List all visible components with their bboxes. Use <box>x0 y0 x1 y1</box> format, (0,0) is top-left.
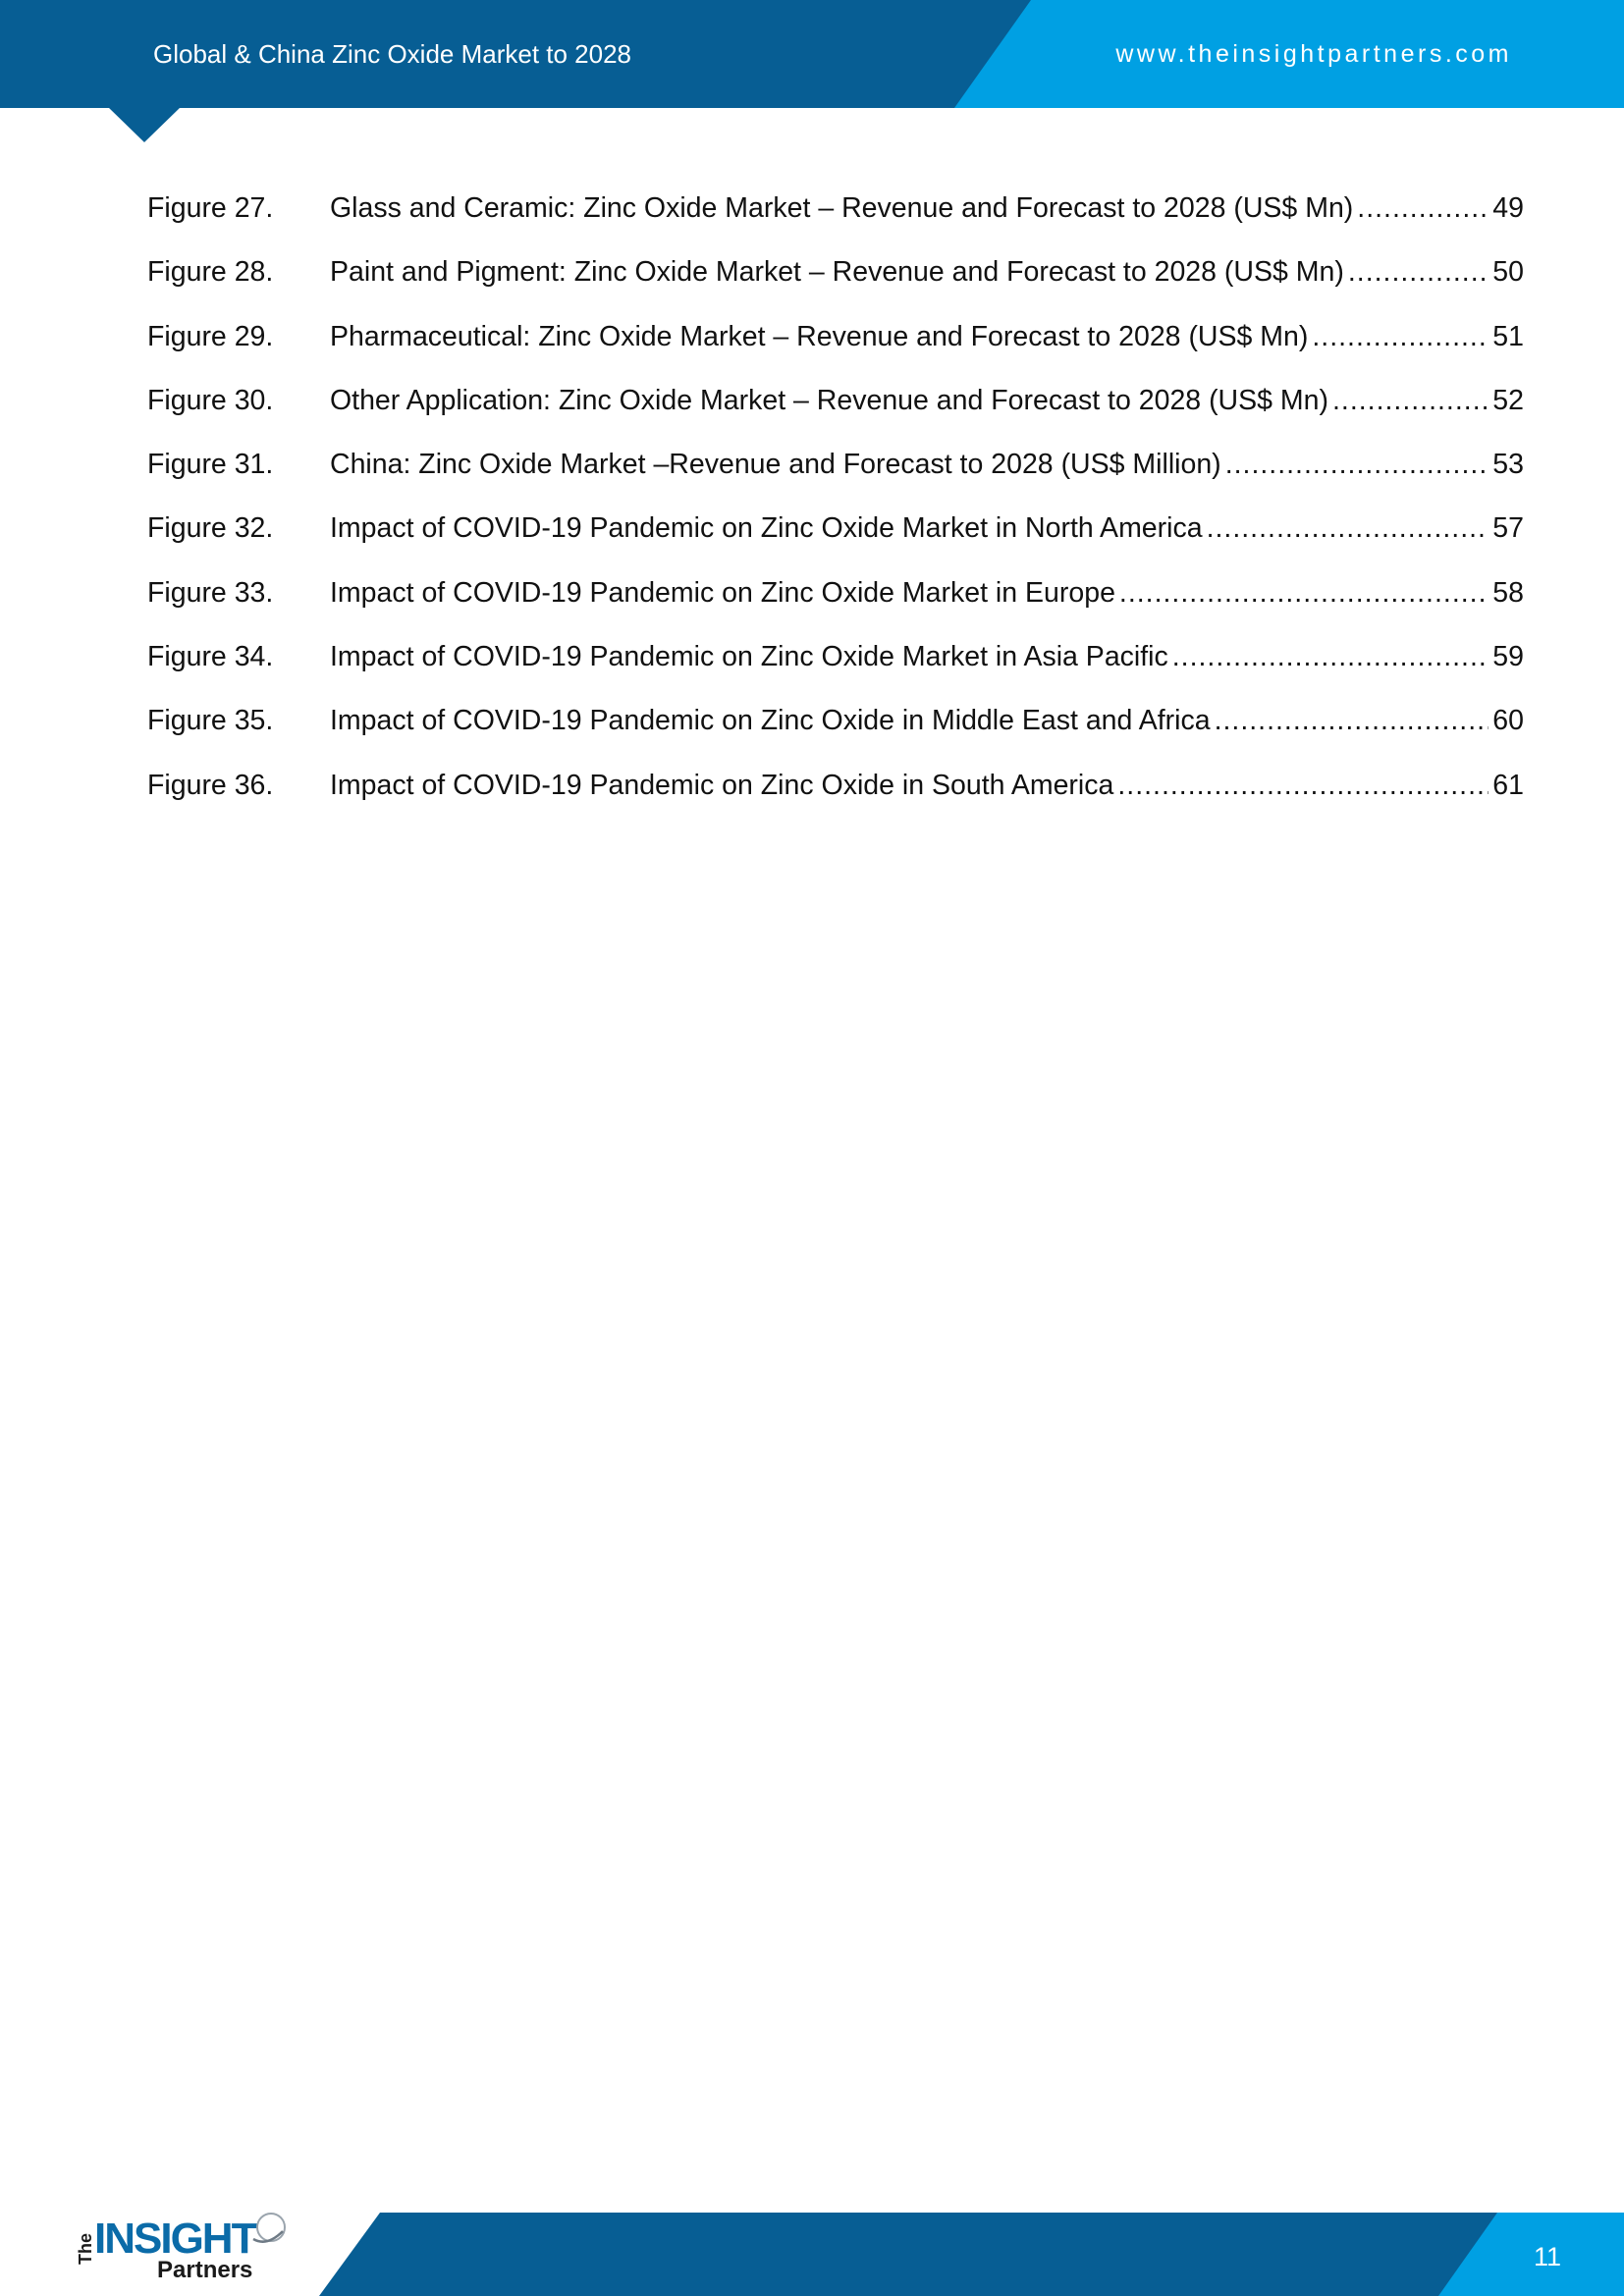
figure-page: 49 <box>1492 192 1524 224</box>
footer-bar <box>319 2213 1624 2296</box>
logo-partners-text: Partners <box>157 2257 253 2283</box>
dot-leader <box>1119 577 1489 610</box>
toc-entry[interactable] <box>147 641 1524 705</box>
figure-page: 57 <box>1492 512 1524 545</box>
dot-leader <box>1348 256 1489 289</box>
toc-entry[interactable] <box>147 512 1524 576</box>
dot-leader <box>1215 705 1489 737</box>
figure-number: Figure 35. <box>147 705 274 737</box>
dot-leader <box>1117 770 1489 802</box>
logo-insight-text: INSIGHT <box>94 2215 256 2263</box>
figure-number: Figure 34. <box>147 641 274 673</box>
figure-title: Pharmaceutical: Zinc Oxide Market – Revenue and Forecast to 2028 (US$ Mn) <box>330 320 1309 352</box>
figure-title: Impact of COVID-19 Pandemic on Zinc Oxide Market in Asia Pacific <box>330 641 1168 673</box>
dot-leader <box>1332 385 1489 417</box>
figure-title: China: Zinc Oxide Market –Revenue and Forecast to 2028 (US$ Million) <box>330 449 1221 481</box>
toc-entry[interactable] <box>147 321 1524 385</box>
figure-number: Figure 32. <box>147 512 274 545</box>
toc-entry[interactable] <box>147 705 1524 769</box>
figure-number: Figure 36. <box>147 769 274 801</box>
figure-page: 61 <box>1492 769 1524 801</box>
logo-swoosh-icon <box>249 2210 291 2249</box>
figure-page: 59 <box>1492 641 1524 673</box>
toc-entry[interactable] <box>147 770 1524 833</box>
figure-number: Figure 33. <box>147 576 274 609</box>
figure-number: Figure 27. <box>147 192 274 224</box>
insight-partners-logo <box>75 2204 287 2292</box>
figure-number: Figure 29. <box>147 320 274 352</box>
figure-title: Paint and Pigment: Zinc Oxide Market – Revenue and Forecast to 2028 (US$ Mn) <box>330 256 1344 289</box>
toc-entry[interactable] <box>147 385 1524 449</box>
dot-leader <box>1207 512 1489 545</box>
toc-entry[interactable] <box>147 449 1524 512</box>
figure-title: Impact of COVID-19 Pandemic on Zinc Oxide in Middle East and Africa <box>330 705 1211 737</box>
figure-title: Glass and Ceramic: Zinc Oxide Market – Revenue and Forecast to 2028 (US$ Mn) <box>330 192 1354 224</box>
dot-leader <box>1312 321 1489 353</box>
figure-number: Figure 30. <box>147 384 274 416</box>
figure-page: 58 <box>1492 576 1524 609</box>
report-title: Global & China Zinc Oxide Market to 2028 <box>153 39 632 69</box>
logo-the-text: The <box>76 2232 95 2265</box>
figure-title: Impact of COVID-19 Pandemic on Zinc Oxide in South America <box>330 769 1114 801</box>
header-notch <box>108 107 181 142</box>
toc-entry[interactable] <box>147 577 1524 641</box>
list-of-figures <box>147 192 1524 833</box>
figure-number: Figure 28. <box>147 256 274 289</box>
figure-page: 60 <box>1492 705 1524 737</box>
dot-leader <box>1357 192 1489 225</box>
page-number: 11 <box>1534 2242 1562 2271</box>
toc-entry[interactable] <box>147 192 1524 256</box>
figure-title: Other Application: Zinc Oxide Market – Revenue and Forecast to 2028 (US$ Mn) <box>330 384 1328 416</box>
figure-number: Figure 31. <box>147 449 274 481</box>
figure-page: 53 <box>1492 449 1524 481</box>
figure-page: 50 <box>1492 256 1524 289</box>
figure-page: 52 <box>1492 384 1524 416</box>
dot-leader <box>1172 641 1489 673</box>
figure-title: Impact of COVID-19 Pandemic on Zinc Oxide Market in North America <box>330 512 1203 545</box>
website-url: www.theinsightpartners.com <box>1115 40 1512 68</box>
toc-entry[interactable] <box>147 256 1524 320</box>
figure-page: 51 <box>1492 320 1524 352</box>
figure-title: Impact of COVID-19 Pandemic on Zinc Oxide Market in Europe <box>330 576 1115 609</box>
dot-leader <box>1225 449 1489 481</box>
